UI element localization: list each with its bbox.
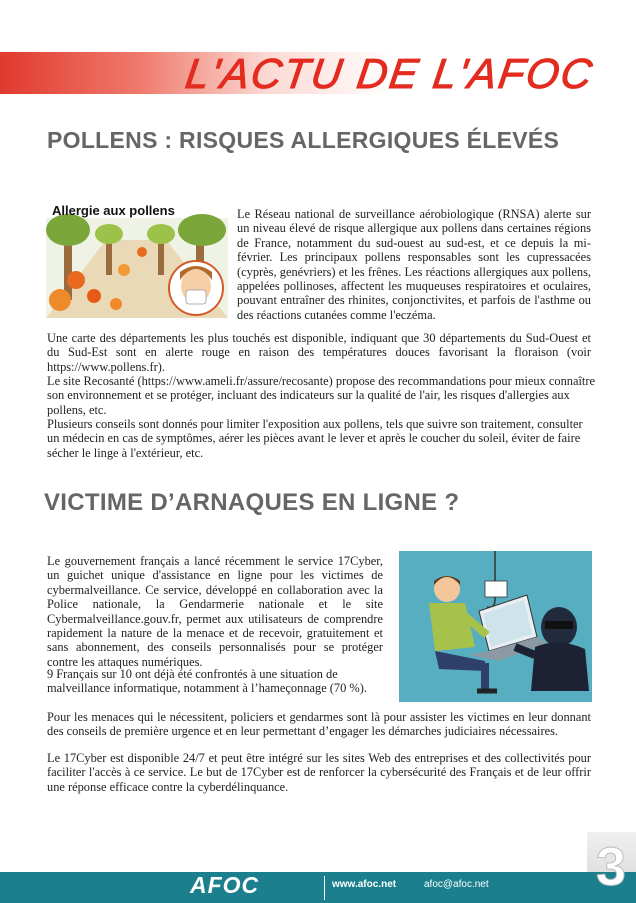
pollens-heading: POLLENS : RISQUES ALLERGIQUES ÉLEVÉS xyxy=(47,127,560,153)
pollen-allergy-illustration xyxy=(46,200,228,318)
page-number: 3 xyxy=(596,837,627,897)
afoc-logo: AFOC xyxy=(190,872,260,898)
scam-paragraph-3: Pour les menaces qui le nécessitent, policiers et gendarmes sont là pour assister les victimes en leur donnant des conseils de première urgence et en leur permettant d’engager les démarches judiciaires nécessaires. xyxy=(47,710,591,739)
pollens-paragraph-1: Le Réseau national de surveillance aérobiologique (RNSA) alerte sur un niveau élevé de risque allergique aux pollens dans certaines régions de France, notamment du sud-ouest au sud-est, et ce depuis la mi-février. Les principaux pollens responsables sont les cupressacées (cyprès, genévriers) et les frênes. Les réactions allergiques aux pollens, appelées pollinoses, affectent les muqueuses respiratoires et oculaires, pouvant entraîner des rhinites, conjonctivites, et parfois de l'asthme ou des réactions cutanées comme l'eczéma. xyxy=(237,207,591,322)
pollens-paragraph-3: Le site Recosanté (https://www.ameli.fr/assure/recosante) propose des recommandations pour mieux connaître son environnement et se protéger, incluant des indicateurs sur la qualité de l'air, les risques d'allergies aux pollens, etc. xyxy=(47,374,595,417)
pollens-paragraph-2: Une carte des départements les plus touchés est disponible, indiquant que 30 départements du Sud-Ouest et du Sud-Est sont en alerte rouge en raison des températures douces favorisant la floraison (voir https://www.pollens.fr). xyxy=(47,331,591,374)
scam-paragraph-4: Le 17Cyber est disponible 24/7 et peut être intégré sur les sites Web des entreprises et des collectivités pour faciliter l'accès à ce service. Le but de 17Cyber est de renforcer la cybersécurité des Français et de leur offrir une réponse efficace contre la cyberdélinquance. xyxy=(47,751,591,794)
scam-heading: VICTIME D’ARNAQUES EN LIGNE ? xyxy=(44,489,460,516)
footer-divider xyxy=(324,876,325,900)
scam-paragraph-1: Le gouvernement français a lancé récemment le service 17Cyber, un guichet unique d'assistance en ligne pour les victimes de cybermalveillance. Ce service, développé en collaboration avec la Police nationale, la Gendarmerie nationale et le site Cybermalveillance.gouv.fr, permet aux utilisateurs de comprendre rapidement la nature de la menace et de recevoir, gratuitement et sans abonnement, des conseils personnalisés pour se protéger contre les attaques numériques. xyxy=(47,554,383,669)
footer-email-link[interactable]: afoc@afoc.net xyxy=(424,879,489,890)
footer-website-link[interactable]: www.afoc.net xyxy=(332,879,397,890)
newsletter-title: L'ACTU DE L'AFOC xyxy=(182,50,597,97)
pollen-image-caption: Allergie aux pollens xyxy=(52,203,175,218)
scam-paragraph-2: 9 Français sur 10 ont déjà été confrontés à une situation de malveillance informatique, notamment à l’hameçonnage (70 %). xyxy=(47,667,367,696)
footer-band xyxy=(0,872,636,903)
pollens-paragraph-4: Plusieurs conseils sont donnés pour limiter l'exposition aux pollens, tels que suivre son traitement, consulter un médecin en cas de symptômes, aérer les pièces avant le lever et après le coucher du soleil, éviter de faire sécher le linge à l'extérieur, etc. xyxy=(47,417,583,460)
cyber-attack-illustration xyxy=(399,551,592,702)
